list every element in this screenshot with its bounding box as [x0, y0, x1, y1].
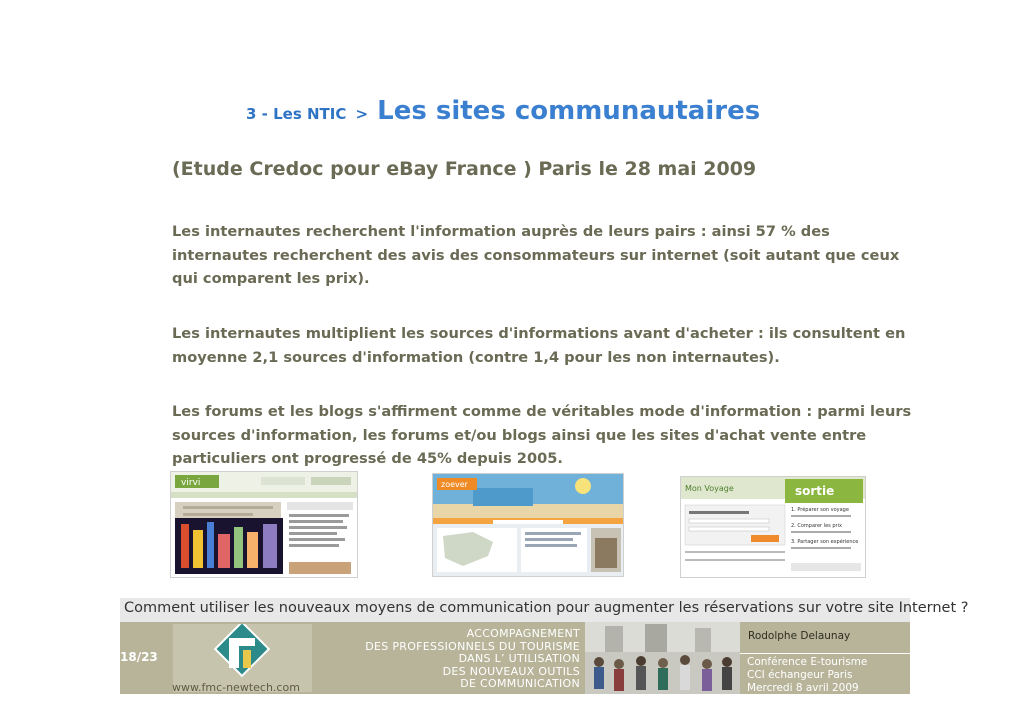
conference-line-2: CCI échangeur Paris	[747, 669, 853, 681]
study-subtitle: (Etude Credoc pour eBay France ) Paris le 28 mai 2009	[172, 158, 757, 180]
website-screenshot-3	[680, 476, 866, 578]
page-number: 18/23	[120, 650, 158, 664]
slide-title: Les sites communautaires	[377, 96, 761, 126]
site-banner: sortie	[795, 484, 835, 498]
tagline-line-2: DES PROFESSIONNELS DU TOURISME	[365, 639, 580, 653]
tagline-line-5: DE COMMUNICATION	[460, 677, 580, 690]
footer-question-strip	[120, 598, 969, 622]
conference-line-3: Mercredi 8 avril 2009	[747, 682, 859, 694]
tagline-line-3: DANS L’ UTILISATION	[458, 652, 580, 665]
site-logo: Mon Voyage	[685, 484, 734, 493]
tagline-line-4: DES NOUVEAUX OUTILS	[442, 664, 580, 678]
site-logo: zoever	[441, 480, 468, 489]
website-screenshot-2	[432, 473, 624, 577]
paragraph-sources: Les internautes multiplient les sources d'informations avant d'acheter : ils consultent en moyenne 2,1 sources d'information (contre 1,4 pour les non internautes).	[172, 325, 906, 366]
step-3: 3. Partager son expérience	[791, 539, 859, 545]
footer-question: Comment utiliser les nouveaux moyens de communication pour augmenter les réservations sur votre site Internet ?	[124, 600, 969, 616]
crowd-photo	[585, 622, 740, 694]
step-2: 2. Comparer les prix	[791, 523, 842, 529]
speaker-name: Rodolphe Delaunay	[748, 630, 851, 642]
conference-line-1: Conférence E-tourisme	[747, 656, 868, 668]
footer-divider	[740, 653, 910, 654]
site-logo: virvi	[181, 478, 201, 488]
website-link[interactable]: www.fmc-newtech.com	[172, 681, 300, 694]
website-screenshot-1	[170, 471, 358, 578]
step-1: 1. Préparer son voyage	[791, 507, 849, 513]
breadcrumb: 3 - Les NTIC	[246, 105, 347, 123]
paragraph-forums: Les forums et les blogs s'affirment comme de véritables mode d'information : parmi leurs sources d'information, les forums et/ou blogs ainsi que les sites d'achat vente entre particuliers ont progressé de 45% depuis 2005.	[172, 403, 912, 467]
paragraph-peers: Les internautes recherchent l'information auprès de leurs pairs : ainsi 57 % des internautes recherchent des avis des consommateurs sur internet (soit autant que ceux qui comparent les prix).	[172, 223, 900, 287]
tagline	[360, 628, 580, 691]
conference-info	[747, 656, 867, 695]
breadcrumb-separator: >	[355, 105, 369, 123]
tagline-line-1: ACCOMPAGNEMENT	[466, 627, 580, 640]
slide-title-row	[246, 96, 760, 126]
